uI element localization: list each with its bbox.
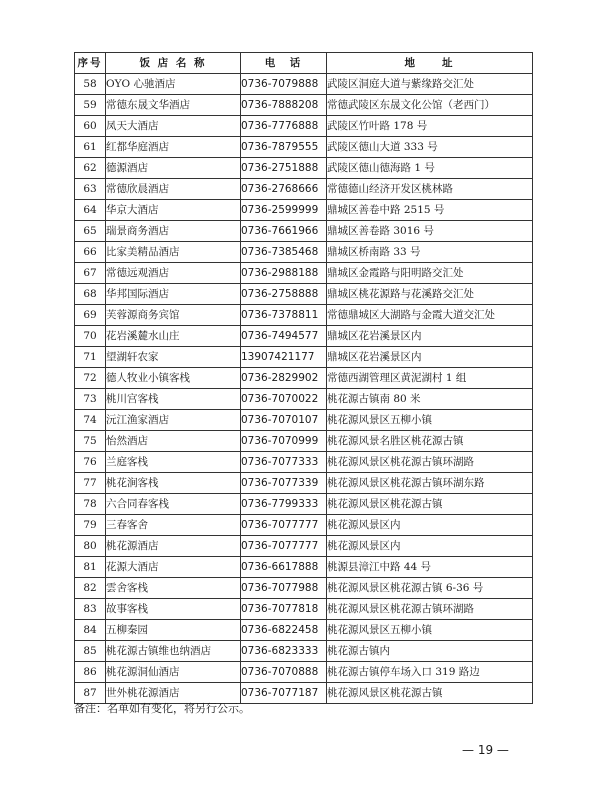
serial-number-cell: 73 — [75, 389, 106, 410]
table-row — [75, 95, 533, 116]
table-row — [75, 74, 533, 95]
address-cell: 桃花源风景区桃花源古镇 — [327, 494, 533, 515]
table-row — [75, 641, 533, 662]
table-row — [75, 368, 533, 389]
serial-number-cell: 66 — [75, 242, 106, 263]
serial-number-cell: 85 — [75, 641, 106, 662]
phone-cell: 0736-2988188 — [241, 263, 327, 284]
serial-number-cell: 58 — [75, 74, 106, 95]
serial-number-cell: 72 — [75, 368, 106, 389]
table-row — [75, 116, 533, 137]
address-cell: 常德武陵区东晟文化公馆（老西门） — [327, 95, 533, 116]
address-cell: 常德德山经济开发区桃林路 — [327, 179, 533, 200]
address-cell: 鼎城区善卷中路 2515 号 — [327, 200, 533, 221]
hotel-name-cell: 花源大酒店 — [106, 557, 241, 578]
serial-number-cell: 62 — [75, 158, 106, 179]
phone-cell: 0736-7888208 — [241, 95, 327, 116]
phone-cell: 0736-7079888 — [241, 74, 327, 95]
table-row — [75, 242, 533, 263]
hotel-name-cell: OYO 心驰酒店 — [106, 74, 241, 95]
phone-cell: 0736-2599999 — [241, 200, 327, 221]
serial-number-cell: 75 — [75, 431, 106, 452]
serial-number-cell: 71 — [75, 347, 106, 368]
phone-cell: 0736-6617888 — [241, 557, 327, 578]
address-cell: 鼎城区桃花源路与花溪路交汇处 — [327, 284, 533, 305]
hotel-name-cell: 花岩溪麓水山庄 — [106, 326, 241, 347]
hotel-name-cell: 望湖轩农家 — [106, 347, 241, 368]
address-cell: 鼎城区花岩溪景区内 — [327, 347, 533, 368]
hotel-name-cell: 常德远观酒店 — [106, 263, 241, 284]
phone-cell: 0736-7799333 — [241, 494, 327, 515]
address-cell: 桃花源风景区桃花源古镇环湖路 — [327, 599, 533, 620]
serial-number-cell: 70 — [75, 326, 106, 347]
table-row — [75, 305, 533, 326]
phone-cell: 0736-7077818 — [241, 599, 327, 620]
phone-cell: 0736-7077988 — [241, 578, 327, 599]
hotel-name-cell: 华京大酒店 — [106, 200, 241, 221]
hotel-name-cell: 桃花源洞仙酒店 — [106, 662, 241, 683]
table-row — [75, 431, 533, 452]
phone-cell: 0736-7879555 — [241, 137, 327, 158]
address-cell: 桃花源风景区五柳小镇 — [327, 410, 533, 431]
address-cell: 桃花源古镇停车场入口 319 路边 — [327, 662, 533, 683]
phone-cell: 0736-6823333 — [241, 641, 327, 662]
phone-cell: 0736-7077777 — [241, 515, 327, 536]
hotel-name-cell: 凤天大酒店 — [106, 116, 241, 137]
phone-cell: 0736-7776888 — [241, 116, 327, 137]
header-hotel-name: 饭 店 名 称 — [106, 53, 241, 74]
hotel-name-cell: 桃花源酒店 — [106, 536, 241, 557]
address-cell: 桃花源风景区桃花源古镇 — [327, 683, 533, 704]
phone-cell: 0736-7077777 — [241, 536, 327, 557]
table-row — [75, 452, 533, 473]
table-row — [75, 662, 533, 683]
address-cell: 桃花源风景区桃花源古镇 6-36 号 — [327, 578, 533, 599]
hotel-name-cell: 故事客栈 — [106, 599, 241, 620]
hotel-name-cell: 沅江渔家酒店 — [106, 410, 241, 431]
serial-number-cell: 63 — [75, 179, 106, 200]
phone-cell: 0736-7378811 — [241, 305, 327, 326]
serial-number-cell: 64 — [75, 200, 106, 221]
header-phone: 电 话 — [241, 53, 327, 74]
address-cell: 桃花源风景区桃花源古镇环湖东路 — [327, 473, 533, 494]
serial-number-cell: 67 — [75, 263, 106, 284]
address-cell: 武陵区德山大道 333 号 — [327, 137, 533, 158]
phone-cell: 0736-6822458 — [241, 620, 327, 641]
hotel-name-cell: 比家美精品酒店 — [106, 242, 241, 263]
page-number: — 19 — — [462, 743, 509, 757]
table-row — [75, 221, 533, 242]
phone-cell: 0736-7077339 — [241, 473, 327, 494]
address-cell: 鼎城区花岩溪景区内 — [327, 326, 533, 347]
table-row — [75, 536, 533, 557]
hotel-name-cell: 世外桃花源酒店 — [106, 683, 241, 704]
hotel-name-cell: 德源酒店 — [106, 158, 241, 179]
phone-cell: 0736-7070107 — [241, 410, 327, 431]
hotel-name-cell: 桃川宫客栈 — [106, 389, 241, 410]
serial-number-cell: 80 — [75, 536, 106, 557]
table-row — [75, 137, 533, 158]
table-row — [75, 179, 533, 200]
table-row — [75, 326, 533, 347]
serial-number-cell: 65 — [75, 221, 106, 242]
phone-cell: 0736-7494577 — [241, 326, 327, 347]
address-cell: 桃花源古镇内 — [327, 641, 533, 662]
serial-number-cell: 81 — [75, 557, 106, 578]
table-row — [75, 389, 533, 410]
serial-number-cell: 79 — [75, 515, 106, 536]
table-row — [75, 515, 533, 536]
table-body — [75, 74, 533, 704]
serial-number-cell: 87 — [75, 683, 106, 704]
serial-number-cell: 77 — [75, 473, 106, 494]
address-cell: 桃花源风景名胜区桃花源古镇 — [327, 431, 533, 452]
phone-cell: 0736-7070888 — [241, 662, 327, 683]
address-cell: 桃花源风景区内 — [327, 536, 533, 557]
hotel-name-cell: 三春客舍 — [106, 515, 241, 536]
hotel-name-cell: 兰庭客栈 — [106, 452, 241, 473]
phone-cell: 0736-2758888 — [241, 284, 327, 305]
serial-number-cell: 61 — [75, 137, 106, 158]
header-serial-number: 序号 — [75, 53, 106, 74]
hotel-name-cell: 五柳秦园 — [106, 620, 241, 641]
phone-cell: 0736-7070999 — [241, 431, 327, 452]
serial-number-cell: 59 — [75, 95, 106, 116]
phone-cell: 0736-2751888 — [241, 158, 327, 179]
hotel-name-cell: 红都华庭酒店 — [106, 137, 241, 158]
table-row — [75, 347, 533, 368]
serial-number-cell: 84 — [75, 620, 106, 641]
hotel-name-cell: 雲舍客栈 — [106, 578, 241, 599]
hotel-name-cell: 瑞景商务酒店 — [106, 221, 241, 242]
table-row — [75, 410, 533, 431]
phone-cell: 0736-7070022 — [241, 389, 327, 410]
address-cell: 鼎城区桥南路 33 号 — [327, 242, 533, 263]
serial-number-cell: 68 — [75, 284, 106, 305]
address-cell: 桃花源古镇南 80 米 — [327, 389, 533, 410]
phone-cell: 0736-2768666 — [241, 179, 327, 200]
phone-cell: 0736-7077187 — [241, 683, 327, 704]
address-cell: 桃源县漳江中路 44 号 — [327, 557, 533, 578]
phone-cell: 0736-2829902 — [241, 368, 327, 389]
table-row — [75, 200, 533, 221]
address-cell: 鼎城区善卷路 3016 号 — [327, 221, 533, 242]
serial-number-cell: 69 — [75, 305, 106, 326]
table-row — [75, 284, 533, 305]
phone-cell: 0736-7385468 — [241, 242, 327, 263]
serial-number-cell: 82 — [75, 578, 106, 599]
hotel-name-cell: 六合同春客栈 — [106, 494, 241, 515]
address-cell: 桃花源风景区桃花源古镇环湖路 — [327, 452, 533, 473]
table-row — [75, 494, 533, 515]
hotel-name-cell: 芙蓉源商务宾馆 — [106, 305, 241, 326]
address-cell: 武陵区竹叶路 178 号 — [327, 116, 533, 137]
address-cell: 武陵区洞庭大道与紫缘路交汇处 — [327, 74, 533, 95]
address-cell: 常德西湖管理区黄泥湖村 1 组 — [327, 368, 533, 389]
table-row — [75, 620, 533, 641]
phone-cell: 0736-7661966 — [241, 221, 327, 242]
hotel-name-cell: 华邦国际酒店 — [106, 284, 241, 305]
hotel-name-cell: 桃花源古镇维也纳酒店 — [106, 641, 241, 662]
address-cell: 常德鼎城区大湖路与金霞大道交汇处 — [327, 305, 533, 326]
serial-number-cell: 74 — [75, 410, 106, 431]
address-cell: 鼎城区金霞路与阳明路交汇处 — [327, 263, 533, 284]
table-row — [75, 578, 533, 599]
address-cell: 桃花源风景区内 — [327, 515, 533, 536]
serial-number-cell: 83 — [75, 599, 106, 620]
address-cell: 武陵区德山德海路 1 号 — [327, 158, 533, 179]
table-row — [75, 158, 533, 179]
table-row — [75, 599, 533, 620]
hotel-name-cell: 桃花涧客栈 — [106, 473, 241, 494]
table-row — [75, 557, 533, 578]
phone-cell: 13907421177 — [241, 347, 327, 368]
serial-number-cell: 86 — [75, 662, 106, 683]
phone-cell: 0736-7077333 — [241, 452, 327, 473]
hotel-name-cell: 怡然酒店 — [106, 431, 241, 452]
address-cell: 桃花源风景区五柳小镇 — [327, 620, 533, 641]
serial-number-cell: 76 — [75, 452, 106, 473]
hotel-list-table — [74, 52, 533, 704]
hotel-name-cell: 常德东晟文华酒店 — [106, 95, 241, 116]
table-row — [75, 473, 533, 494]
footnote: 备注：名单如有变化，将另行公示。 — [74, 702, 250, 715]
table-header-row — [75, 53, 533, 74]
serial-number-cell: 78 — [75, 494, 106, 515]
hotel-name-cell: 德人牧业小镇客栈 — [106, 368, 241, 389]
hotel-name-cell: 常德欣晨酒店 — [106, 179, 241, 200]
header-address: 地 址 — [327, 53, 533, 74]
serial-number-cell: 60 — [75, 116, 106, 137]
table-row — [75, 263, 533, 284]
